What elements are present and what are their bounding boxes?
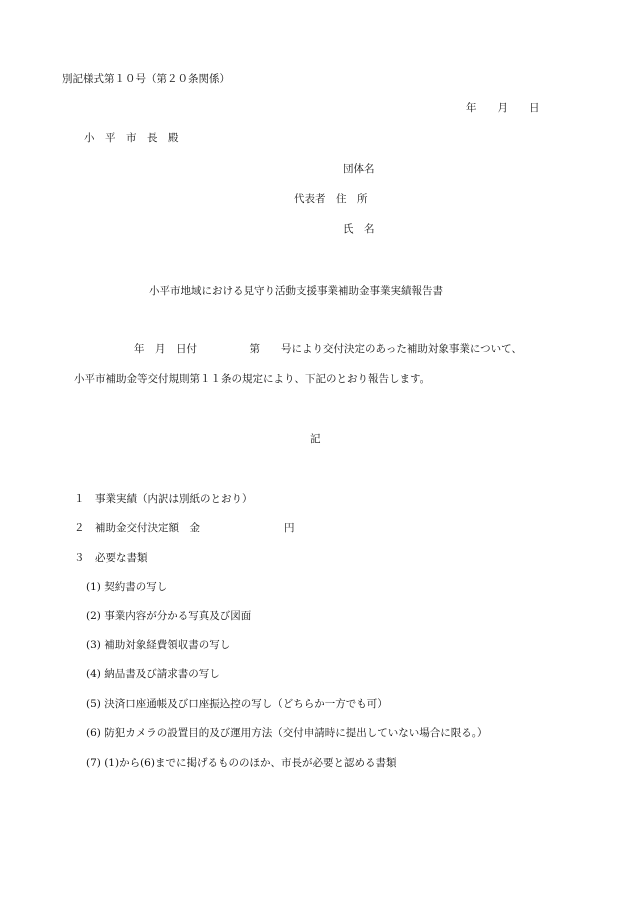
item-3: ３ 必要な書類 xyxy=(74,552,148,564)
document-item-6: (6) 防犯カメラの設置目的及び運用方法（交付申請時に提出していない場合に限る。） xyxy=(86,727,488,739)
document-item-2: (2) 事業内容が分かる写真及び図面 xyxy=(86,610,252,622)
addressee: 小 平 市 長 殿 xyxy=(84,132,179,144)
representative-address-label: 代表者 住 所 xyxy=(294,193,368,205)
representative-name-label: 氏 名 xyxy=(343,223,375,235)
document-item-1: (1) 契約書の写し xyxy=(86,581,168,593)
body-line-2: 小平市補助金等交付規則第１１条の規定により、下記のとおり報告します。 xyxy=(74,373,431,385)
ki-heading: 記 xyxy=(310,433,321,445)
document-item-7: (7) (1)から(6)までに掲げるもののほか、市長が必要と認める書類 xyxy=(86,757,397,769)
item-2: ２ 補助金交付決定額 金 円 xyxy=(74,522,295,534)
document-item-4: (4) 納品書及び請求書の写し xyxy=(86,668,220,680)
body-line-1: 年 月 日付 第 号により交付決定のあった補助対象事業について、 xyxy=(134,343,522,355)
document-item-5: (5) 決済口座通帳及び口座振込控の写し（どちらか一方でも可） xyxy=(86,698,388,710)
item-1: １ 事業実績（内訳は別紙のとおり） xyxy=(74,493,253,505)
group-name-label: 団体名 xyxy=(343,163,375,175)
document-title: 小平市地域における見守り活動支援事業補助金事業実績報告書 xyxy=(149,285,443,297)
date-line: 年 月 日 xyxy=(466,102,540,114)
document-item-3: (3) 補助対象経費領収書の写し xyxy=(86,639,231,651)
form-label: 別記様式第１０号（第２０条関係） xyxy=(62,73,230,85)
